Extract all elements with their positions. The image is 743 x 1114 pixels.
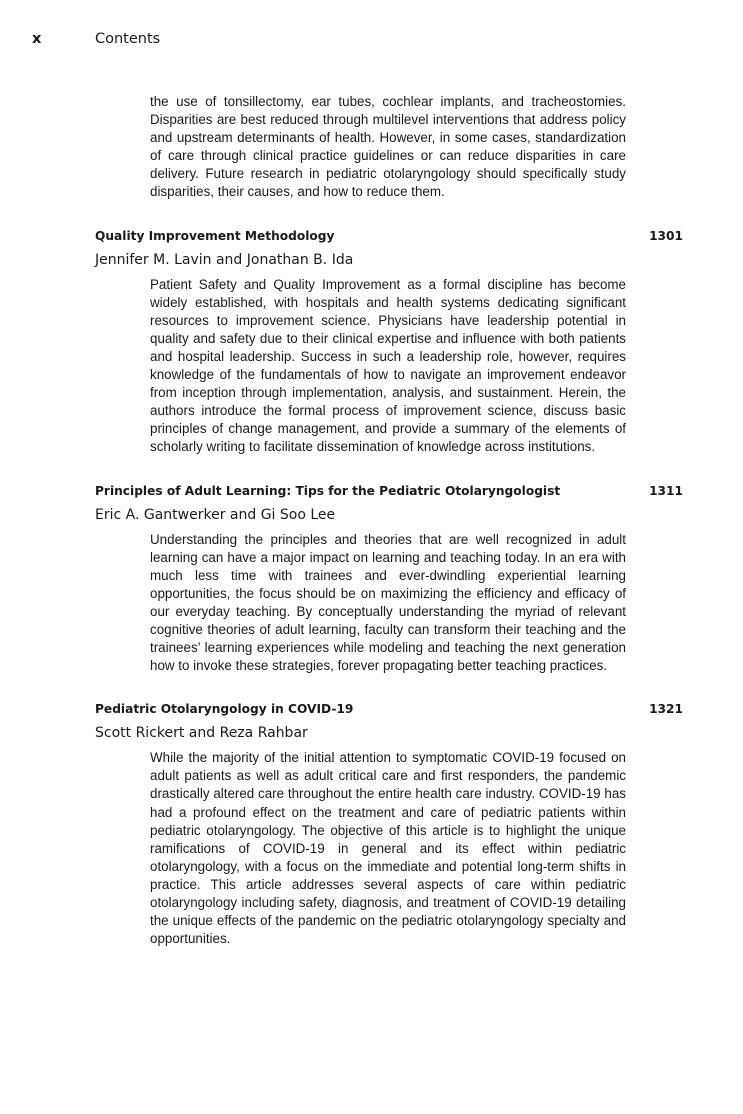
entry-title[interactable]: Principles of Adult Learning: Tips for the Pediatric Otolaryngologist [95,483,561,498]
entry-page-number[interactable]: 1321 [649,702,683,717]
entry-abstract: While the majority of the initial attention to symptomatic COVID-19 focused on adult patients as well as adult critical care and first responders, the pandemic drastically altered care throughout the entire health care industry. COVID-19 has had a profound effect on the treatment and care of pediatric patients within pediatric otolaryngology. The objective of this article is to highlight the unique ramifications of COVID-19 in general and its effect within pediatric otolaryngology, with a focus on the immediate and potential long-term shifts in practice. This article addresses several aspects of care within pediatric otolaryngology including safety, diagnosis, and treatment of COVID-19 detailing the unique effects of the pandemic on the pediatric otolaryngology specialty and opportunities. [150,750,626,947]
entry-title-row [95,702,683,716]
lead-abstract-block [150,93,626,202]
entry-page-number[interactable]: 1311 [649,483,683,498]
page-number: x [32,31,42,47]
toc-entry [95,229,683,457]
entry-authors: Eric A. Gantwerker and Gi Soo Lee [95,506,336,523]
toc-entry [95,702,683,948]
section-title: Contents [95,31,161,47]
entry-authors: Jennifer M. Lavin and Jonathan B. Ida [95,251,354,268]
entry-title[interactable]: Quality Improvement Methodology [95,228,335,243]
running-header [32,31,160,47]
lead-abstract: the use of tonsillectomy, ear tubes, cochlear implants, and tracheostomies. Disparities are best reduced through multilevel interventions that address policy and upstream determinants of health. However, in some cases, standardization of care through clinical practice guidelines or can reduce disparities in care delivery. Future research in pediatric otolaryngology should specifically study disparities, their causes, and how to reduce them. [150,94,626,200]
entry-abstract: Patient Safety and Quality Improvement as a formal discipline has become widely established, with hospitals and health systems dedicating significant resources to improvement science. Physicians have leadership potential in quality and safety due to their clinical expertise and influence with both patients and hospital leadership. Success in such a leadership role, however, requires knowledge of the fundamentals of how to navigate an improvement endeavor from inception through implementation, analysis, and sustainment. Herein, the authors introduce the formal process of improvement science, discuss basic principles of change management, and provide a summary of the elements of scholarly writing to facilitate dissemination of knowledge across institutions. [150,276,626,455]
entry-page-number[interactable]: 1301 [649,228,683,243]
toc-entry [95,484,683,676]
entry-title[interactable]: Pediatric Otolaryngology in COVID-19 [95,702,354,717]
entry-title-row [95,484,683,498]
entry-abstract: Understanding the principles and theories that are well recognized in adult learning can have a major impact on learning and teaching today. In an era with much less time with trainees and ever-dwindling experiential learning opportunities, the focus should be on maximizing the efficiency and efficacy of our everyday teaching. By conceptually understanding the myriad of relevant cognitive theories of adult learning, faculty can transform their teaching and the trainees’ learning experiences while modeling and teaching the next generation how to invoke these strategies, forever propagating better teaching practices. [150,531,626,674]
entry-title-row [95,229,683,243]
entry-authors: Scott Rickert and Reza Rahbar [95,725,308,742]
table-of-contents [95,93,683,948]
